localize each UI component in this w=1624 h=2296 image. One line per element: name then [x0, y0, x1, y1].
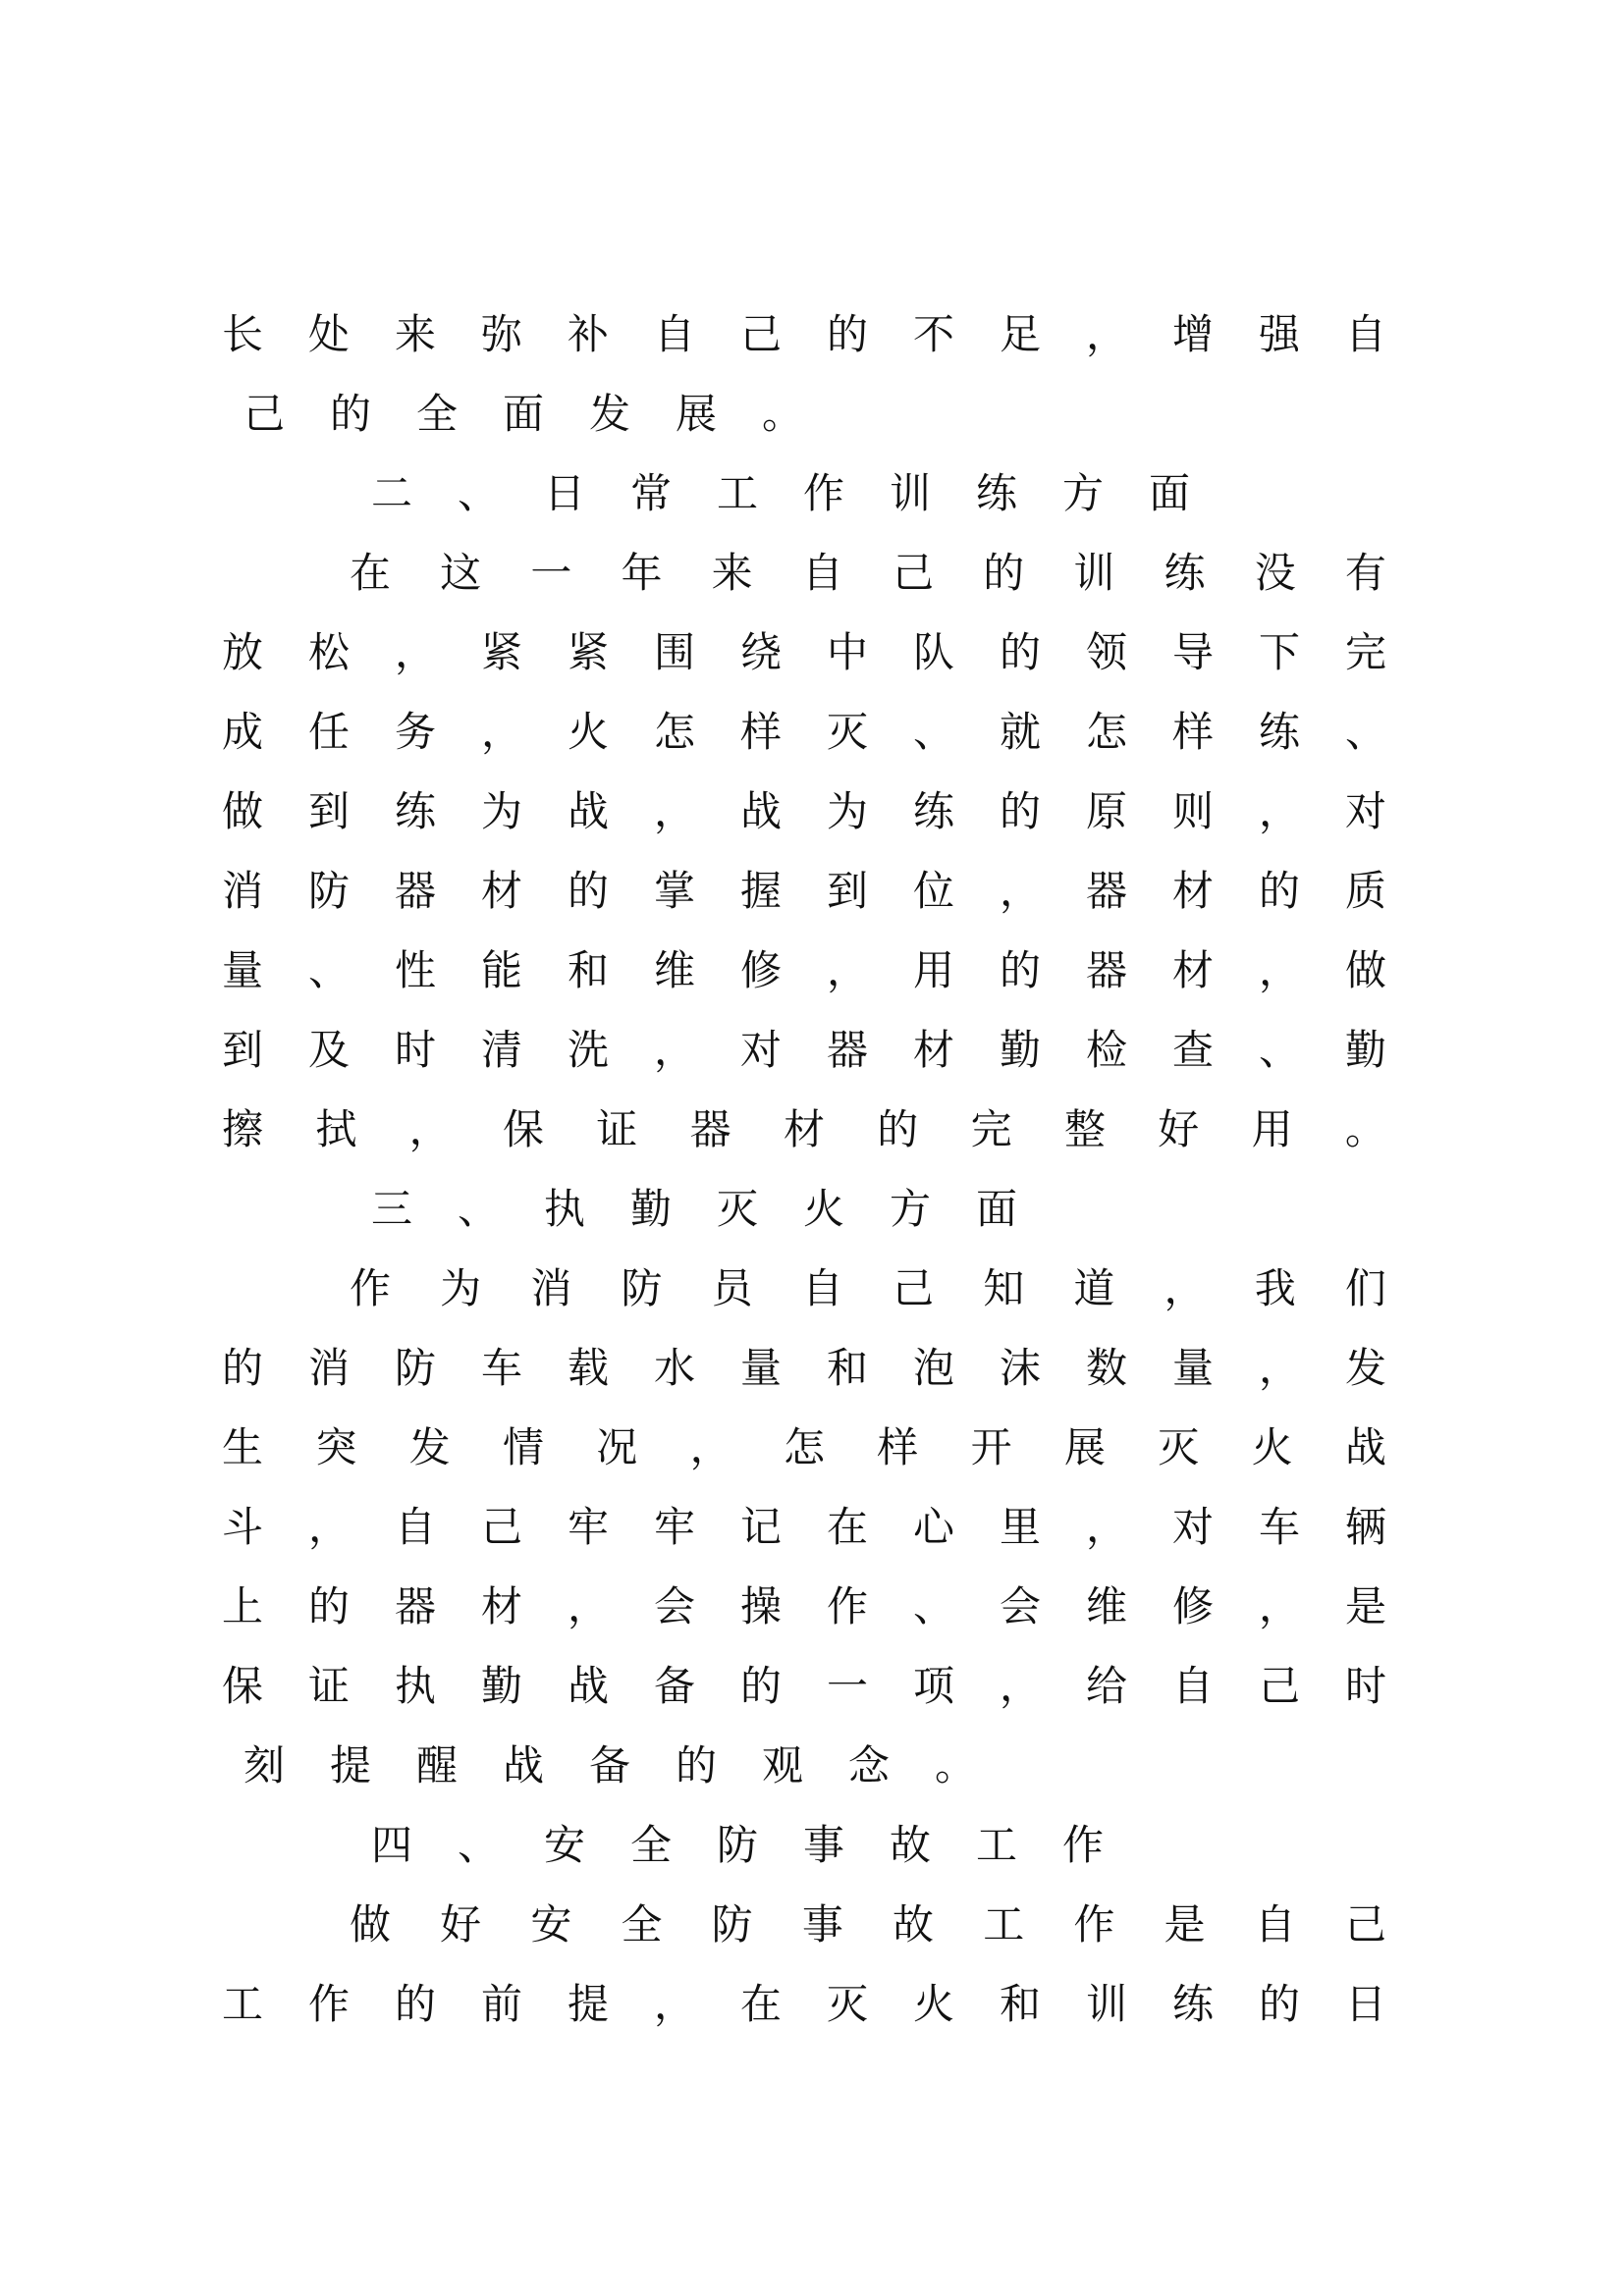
text-line	[221, 1018, 1387, 1077]
text-char: 擦	[221, 1105, 263, 1153]
text-char: 作	[307, 1980, 350, 2028]
text-char: 观	[761, 1741, 803, 1789]
text-char: 事	[801, 1900, 843, 1949]
text-char: 防	[307, 867, 350, 915]
text-char: 备	[588, 1741, 630, 1789]
text-char: 训	[889, 469, 931, 517]
text-char: 强	[1258, 310, 1300, 358]
text-line	[349, 1256, 1387, 1315]
text-char: ，	[1258, 1344, 1300, 1392]
text-char: 在	[739, 1980, 782, 2028]
text-char: ，	[1085, 1503, 1127, 1551]
text-char: 导	[1171, 628, 1214, 676]
text-char: 年	[621, 549, 663, 597]
text-char: 的	[877, 1105, 919, 1153]
text-char: 开	[970, 1423, 1012, 1471]
text-char: 战	[567, 787, 609, 835]
text-char: 车	[1258, 1503, 1300, 1551]
text-char: 知	[983, 1264, 1025, 1312]
text-char: 的	[1258, 867, 1300, 915]
text-char: 的	[999, 787, 1041, 835]
text-line	[221, 382, 1387, 441]
text-char: 面	[975, 1185, 1017, 1233]
text-char: 练	[394, 787, 436, 835]
text-char: 为	[440, 1264, 482, 1312]
text-char: 灭	[1158, 1423, 1200, 1471]
text-char: 、	[912, 1582, 954, 1630]
text-char: 完	[970, 1105, 1012, 1153]
text-char: 是	[1344, 1582, 1386, 1630]
text-char: 员	[711, 1264, 753, 1312]
text-char: ，	[999, 1662, 1041, 1710]
text-char: 质	[1344, 867, 1386, 915]
text-char: 牢	[653, 1503, 695, 1551]
text-char: 勤	[999, 1026, 1041, 1074]
text-line	[221, 938, 1387, 997]
text-char: 己	[243, 390, 285, 438]
text-line	[221, 620, 1387, 679]
text-char: 上	[221, 1582, 263, 1630]
text-char: 己	[1344, 1900, 1386, 1949]
text-line	[349, 1177, 1387, 1236]
text-char: 备	[653, 1662, 695, 1710]
text-char: 来	[394, 310, 436, 358]
text-char: 消	[307, 1344, 350, 1392]
text-char: 发	[1344, 1344, 1386, 1392]
text-char: 面	[1148, 469, 1190, 517]
text-char: 作	[1073, 1900, 1115, 1949]
text-char: ，	[1258, 1582, 1300, 1630]
text-line	[221, 1336, 1387, 1395]
text-char: 防	[711, 1900, 753, 1949]
text-char: 的	[999, 628, 1041, 676]
text-line	[221, 779, 1387, 838]
text-char: 怎	[653, 708, 695, 756]
text-char: 长	[221, 310, 263, 358]
text-char: 保	[502, 1105, 544, 1153]
text-char: 一	[530, 549, 572, 597]
text-char: 的	[983, 549, 1025, 597]
text-char: ，	[408, 1105, 451, 1153]
text-char: 的	[999, 946, 1041, 994]
text-char: ，	[394, 628, 436, 676]
text-char: 记	[739, 1503, 782, 1551]
text-char: 中	[826, 628, 868, 676]
text-line	[221, 1097, 1387, 1156]
text-char: 灭	[826, 708, 868, 756]
text-char: 训	[1085, 1980, 1127, 2028]
text-char: 数	[1085, 1344, 1127, 1392]
text-char: 作	[826, 1582, 868, 1630]
text-char: 、	[457, 1185, 499, 1233]
text-char: 安	[543, 1821, 585, 1869]
text-char: 及	[307, 1026, 350, 1074]
text-char: 泡	[912, 1344, 954, 1392]
text-char: 做	[1344, 946, 1386, 994]
text-char: 事	[802, 1821, 844, 1869]
text-char: ，	[307, 1503, 350, 1551]
text-char: 情	[502, 1423, 544, 1471]
text-line	[221, 1734, 1387, 1792]
text-char: 增	[1171, 310, 1214, 358]
text-char: 证	[596, 1105, 638, 1153]
text-char: 防	[716, 1821, 758, 1869]
text-char: 发	[588, 390, 630, 438]
text-char: 查	[1171, 1026, 1214, 1074]
text-char: 灭	[826, 1980, 868, 2028]
text-char: 三	[370, 1185, 412, 1233]
text-char: 对	[1344, 787, 1386, 835]
text-char: 为	[480, 787, 522, 835]
text-char: 器	[1085, 946, 1127, 994]
text-char: 灭	[716, 1185, 758, 1233]
text-char: 材	[1171, 946, 1214, 994]
text-char: ，	[653, 787, 695, 835]
text-char: 样	[877, 1423, 919, 1471]
text-char: 工	[975, 1821, 1017, 1869]
text-char: 练	[912, 787, 954, 835]
text-char: 器	[394, 1582, 436, 1630]
text-char: 用	[912, 946, 954, 994]
text-char: 样	[1171, 708, 1214, 756]
text-char: ，	[480, 708, 522, 756]
text-char: 用	[1251, 1105, 1293, 1153]
text-char: 工	[983, 1900, 1025, 1949]
text-char: 材	[480, 1582, 522, 1630]
text-char: 作	[802, 469, 844, 517]
text-line	[349, 1893, 1387, 1951]
text-char: 水	[653, 1344, 695, 1392]
text-char: 洗	[567, 1026, 609, 1074]
text-char: 的	[739, 1662, 782, 1710]
text-char: 。	[1344, 1105, 1386, 1153]
text-char: 练	[1164, 549, 1206, 597]
text-char: 到	[221, 1026, 263, 1074]
text-char: 辆	[1344, 1503, 1386, 1551]
text-char: 器	[394, 867, 436, 915]
text-char: 安	[530, 1900, 572, 1949]
text-char: 一	[826, 1662, 868, 1710]
text-char: 的	[221, 1344, 263, 1392]
text-char: 的	[675, 1741, 717, 1789]
text-char: 生	[221, 1423, 263, 1471]
text-char: 日	[1344, 1980, 1386, 2028]
text-char: 工	[716, 469, 758, 517]
text-char: 作	[1061, 1821, 1104, 1869]
text-char: 做	[221, 787, 263, 835]
text-char: 的	[826, 310, 868, 358]
text-char: 勤	[480, 1662, 522, 1710]
text-char: 给	[1085, 1662, 1127, 1710]
text-char: 我	[1254, 1264, 1296, 1312]
text-char: 放	[221, 628, 263, 676]
text-char: 来	[711, 549, 753, 597]
text-char: 沫	[999, 1344, 1041, 1392]
text-char: 突	[315, 1423, 357, 1471]
text-char: ，	[689, 1423, 731, 1471]
text-char: 修	[1171, 1582, 1214, 1630]
text-char: 是	[1164, 1900, 1206, 1949]
text-char: 执	[394, 1662, 436, 1710]
text-char: 好	[1158, 1105, 1200, 1153]
text-char: 念	[847, 1741, 890, 1789]
text-char: 己	[893, 549, 935, 597]
text-char: 原	[1085, 787, 1127, 835]
text-char: 己	[1258, 1662, 1300, 1710]
text-char: 任	[307, 708, 350, 756]
text-char: 不	[912, 310, 954, 358]
text-char: 掌	[653, 867, 695, 915]
text-char: 战	[502, 1741, 544, 1789]
text-char: 战	[1344, 1423, 1386, 1471]
text-line	[349, 541, 1387, 600]
text-char: 刻	[243, 1741, 285, 1789]
text-char: 、	[1258, 1026, 1300, 1074]
text-line	[221, 859, 1387, 918]
text-char: 修	[739, 946, 782, 994]
text-char: 执	[543, 1185, 585, 1233]
text-char: 全	[629, 1821, 672, 1869]
text-char: 保	[221, 1662, 263, 1710]
text-char: 到	[307, 787, 350, 835]
text-char: 维	[653, 946, 695, 994]
text-char: 、	[457, 469, 499, 517]
text-char: 处	[307, 310, 350, 358]
text-char: 常	[629, 469, 672, 517]
text-char: 前	[480, 1980, 522, 2028]
text-char: 防	[621, 1264, 663, 1312]
text-char: 勤	[629, 1185, 672, 1233]
text-char: ，	[567, 1582, 609, 1630]
text-char: 材	[912, 1026, 954, 1074]
text-char: 时	[1344, 1662, 1386, 1710]
text-line	[221, 1415, 1387, 1474]
text-char: 就	[999, 708, 1041, 756]
text-char: 道	[1073, 1264, 1115, 1312]
text-char: 、	[457, 1821, 499, 1869]
text-char: 战	[567, 1662, 609, 1710]
text-char: 自	[1254, 1900, 1296, 1949]
text-char: 清	[480, 1026, 522, 1074]
text-char: 时	[394, 1026, 436, 1074]
text-line	[221, 1972, 1387, 2031]
text-char: 握	[739, 867, 782, 915]
text-char: 方	[1061, 469, 1104, 517]
text-char: 紧	[567, 628, 609, 676]
text-char: 作	[349, 1264, 391, 1312]
text-char: 的	[1258, 1980, 1300, 2028]
text-char: 材	[480, 867, 522, 915]
text-char: ，	[653, 1026, 695, 1074]
text-char: 练	[1171, 1980, 1214, 2028]
text-char: 器	[826, 1026, 868, 1074]
text-char: ，	[999, 867, 1041, 915]
text-char: 、	[912, 708, 954, 756]
text-char: 自	[1171, 1662, 1214, 1710]
text-char: ，	[1258, 946, 1300, 994]
text-char: 心	[912, 1503, 954, 1551]
text-char: ，	[653, 1980, 695, 2028]
text-char: 消	[221, 867, 263, 915]
text-char: 和	[567, 946, 609, 994]
text-char: 消	[530, 1264, 572, 1312]
text-char: 量	[221, 946, 263, 994]
text-char: 和	[826, 1344, 868, 1392]
text-char: 故	[893, 1900, 935, 1949]
text-char: 怎	[783, 1423, 825, 1471]
text-char: 自	[394, 1503, 436, 1551]
text-char: 自	[801, 1264, 843, 1312]
text-char: 能	[480, 946, 522, 994]
text-char: 己	[893, 1264, 935, 1312]
text-char: 火	[1251, 1423, 1293, 1471]
text-char: 下	[1258, 628, 1300, 676]
text-char: 性	[394, 946, 436, 994]
text-char: 牢	[567, 1503, 609, 1551]
text-char: 故	[889, 1821, 931, 1869]
text-char: 己	[739, 310, 782, 358]
text-char: 弥	[480, 310, 522, 358]
text-char: 围	[653, 628, 695, 676]
text-char: 四	[370, 1821, 412, 1869]
text-char: 到	[826, 867, 868, 915]
text-char: ，	[1164, 1264, 1206, 1312]
text-char: 、	[307, 946, 350, 994]
text-char: 材	[1171, 867, 1214, 915]
text-char: 二	[370, 469, 412, 517]
text-char: 位	[912, 867, 954, 915]
text-char: 松	[307, 628, 350, 676]
text-char: 里	[999, 1503, 1041, 1551]
text-char: 火	[802, 1185, 844, 1233]
text-char: 练	[1258, 708, 1300, 756]
text-char: 自	[801, 549, 843, 597]
text-char: 在	[826, 1503, 868, 1551]
text-char: 整	[1063, 1105, 1106, 1153]
text-char: 防	[394, 1344, 436, 1392]
text-char: 工	[221, 1980, 263, 2028]
text-char: 全	[621, 1900, 663, 1949]
text-char: 拭	[315, 1105, 357, 1153]
text-char: 补	[567, 310, 609, 358]
text-char: 紧	[480, 628, 522, 676]
text-char: 会	[999, 1582, 1041, 1630]
text-char: 绕	[739, 628, 782, 676]
text-char: 。	[761, 390, 803, 438]
text-char: 怎	[1085, 708, 1127, 756]
text-char: ，	[826, 946, 868, 994]
text-char: 检	[1085, 1026, 1127, 1074]
text-char: 材	[783, 1105, 825, 1153]
text-char: 火	[912, 1980, 954, 2028]
text-char: 们	[1344, 1264, 1386, 1312]
text-char: 器	[689, 1105, 731, 1153]
text-char: 火	[567, 708, 609, 756]
text-char: 在	[349, 549, 391, 597]
text-line	[349, 1813, 1387, 1872]
text-char: 斗	[221, 1503, 263, 1551]
text-char: 这	[440, 549, 482, 597]
text-line	[221, 1495, 1387, 1554]
text-line	[221, 1575, 1387, 1633]
text-char: 证	[307, 1662, 350, 1710]
text-char: 操	[739, 1582, 782, 1630]
text-char: 况	[596, 1423, 638, 1471]
text-char: 发	[408, 1423, 451, 1471]
text-char: 。	[934, 1741, 976, 1789]
text-char: 醒	[415, 1741, 458, 1789]
text-char: 练	[975, 469, 1017, 517]
text-char: 做	[349, 1900, 391, 1949]
text-char: 面	[502, 390, 544, 438]
text-char: 方	[889, 1185, 931, 1233]
text-char: 车	[480, 1344, 522, 1392]
text-char: 没	[1254, 549, 1296, 597]
text-char: 、	[1344, 708, 1386, 756]
text-char: 展	[675, 390, 717, 438]
text-char: 勤	[1344, 1026, 1386, 1074]
text-line	[221, 302, 1387, 361]
text-char: 队	[912, 628, 954, 676]
text-char: 量	[1171, 1344, 1214, 1392]
text-char: 自	[653, 310, 695, 358]
text-char: 对	[1171, 1503, 1214, 1551]
text-char: 足	[999, 310, 1041, 358]
text-char: 为	[826, 787, 868, 835]
text-char: 样	[739, 708, 782, 756]
text-char: 日	[543, 469, 585, 517]
text-char: 成	[221, 708, 263, 756]
text-line	[221, 700, 1387, 759]
text-char: 领	[1085, 628, 1127, 676]
text-char: 则	[1171, 787, 1214, 835]
text-char: 的	[567, 867, 609, 915]
text-char: 提	[329, 1741, 371, 1789]
text-char: ，	[1258, 787, 1300, 835]
text-char: 有	[1344, 549, 1386, 597]
text-char: 己	[480, 1503, 522, 1551]
text-char: ，	[1085, 310, 1127, 358]
text-char: 训	[1073, 549, 1115, 597]
text-char: 务	[394, 708, 436, 756]
text-char: 全	[415, 390, 458, 438]
text-char: 量	[739, 1344, 782, 1392]
text-char: 会	[653, 1582, 695, 1630]
text-char: 的	[329, 390, 371, 438]
text-char: 项	[912, 1662, 954, 1710]
text-char: 的	[307, 1582, 350, 1630]
text-char: 战	[739, 787, 782, 835]
text-char: 对	[739, 1026, 782, 1074]
text-char: 自	[1344, 310, 1386, 358]
text-char: 器	[1085, 867, 1127, 915]
text-line	[349, 461, 1387, 520]
text-char: 和	[999, 1980, 1041, 2028]
text-char: 好	[440, 1900, 482, 1949]
text-char: 维	[1085, 1582, 1127, 1630]
text-char: 提	[567, 1980, 609, 2028]
text-char: 载	[567, 1344, 609, 1392]
text-line	[221, 1654, 1387, 1713]
text-char: 展	[1063, 1423, 1106, 1471]
text-char: 完	[1344, 628, 1386, 676]
text-char: 的	[394, 1980, 436, 2028]
